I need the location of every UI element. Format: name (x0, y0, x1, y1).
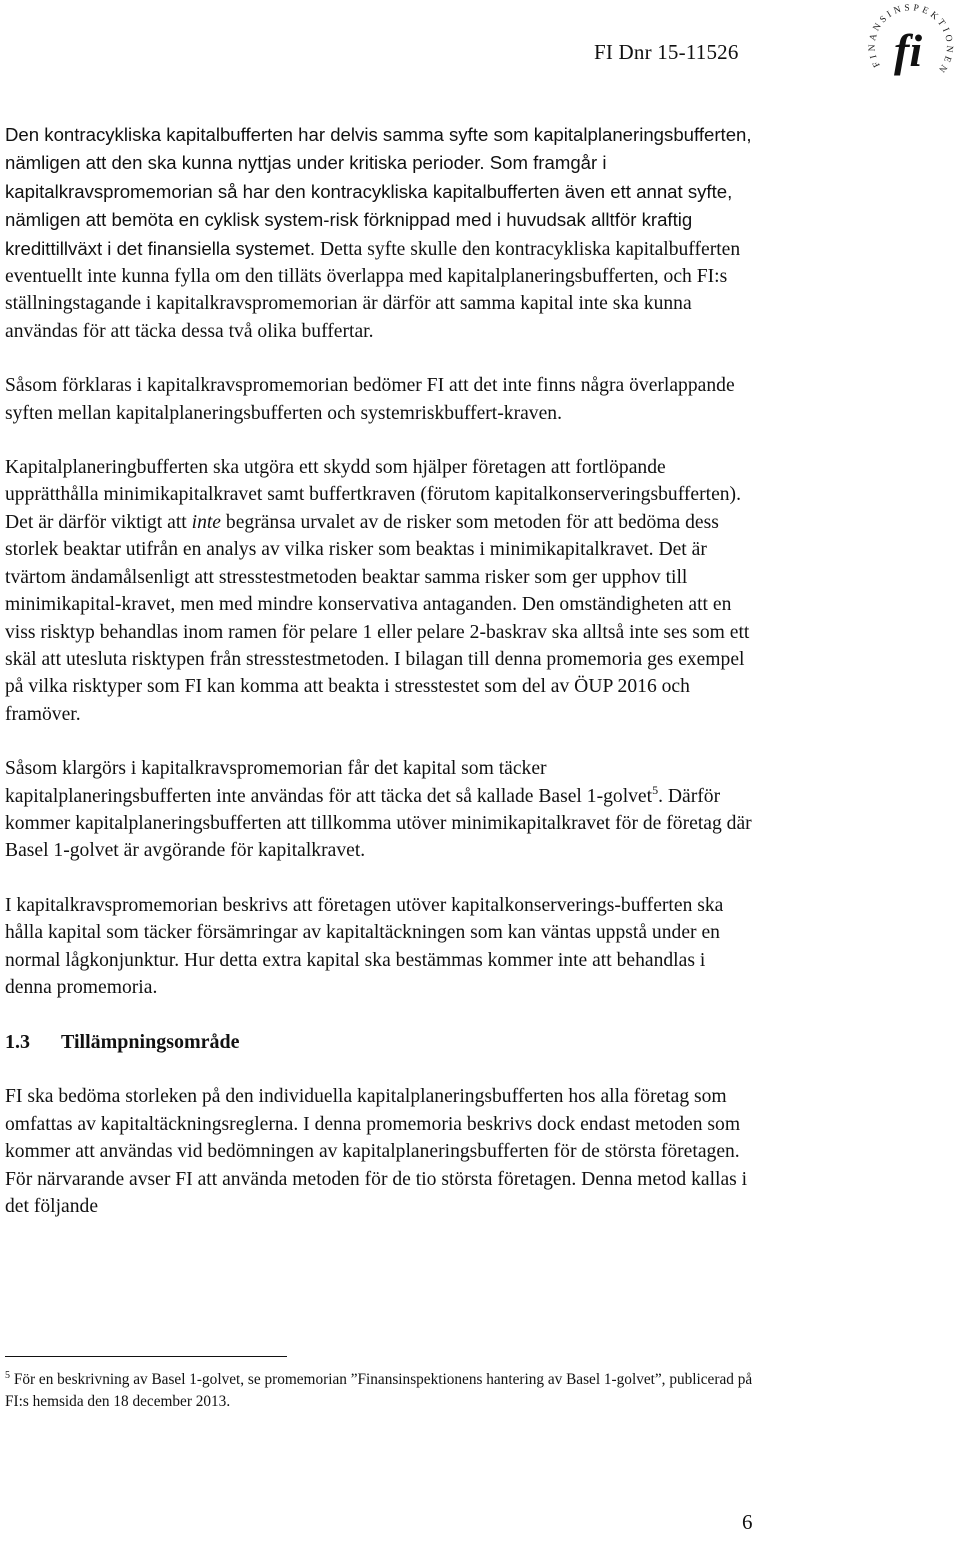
svg-text:fi: fi (894, 25, 923, 76)
page-number: 6 (742, 1510, 753, 1534)
footnote-marker: 5 (5, 1370, 10, 1381)
emphasis: inte (191, 511, 222, 533)
paragraph: FI ska bedöma storleken på den individuella kapitalplaneringsbufferten hos alla företag som omfattas av kapitaltäckningsreglerna. I denna promemoria beskrivs dock endast metoden som kommer att användas vid bedömningen av kapitalplaneringsbufferten för de största företagen. För närvarande avser FI att använda metoden för de tio största företagen. Denna metod kallas i det följande (5, 1086, 748, 1217)
document-number: FI Dnr 15-11526 (594, 40, 739, 64)
footnote: $^5$ För en beskrivning av Basel 1-golvet, se promemorian ”Finansinspektionens hantering av Basel 1-golvet”, publicerad på FI:s hemsida den 18 december 2013. (5, 1370, 753, 1410)
finansinspektionen-logo (864, 0, 960, 86)
paragraph: Den kontracykliska kapitalbufferten har delvis samma syfte som kapitalplaneringsbufferten, nämligen att den ska kunna nyttjas under kritiska perioder. Som framgår i kapitalkravspromemorian så har den kontracykliska kapitalbufferten även ett annat syfte, nämligen att bemöta en cyklisk system-risk förknippad med i huvudsak alltför kraftig kredittillväxt i det finansiella systemet. Detta syfte skulle den kontracykliska kapitalbufferten eventuellt inte kunna fylla om den tilläts överlappa med kapitalplaneringsbufferten, och FI:s ställningstagande i kapitalkravspromemorian är därför att samma kapital inte ska kunna användas för att täcka dessa två olika buffertar. (5, 124, 752, 342)
section-heading (5, 1028, 755, 1056)
paragraph: Kapitalplaneringbufferten ska utgöra ett skydd som hjälper företagen att fortlöpande upprätthålla minimikapitalkravet samt buffertkraven (förutom kapitalkonserveringsbufferten). Det är därför viktigt att inte begränsa urvalet av de risker som metoden för att bedöma dess storlek beaktar utifrån en analys av vilka risker som beaktas i minimikapitalkravet. Det är tvärtom ändamålsenligt att stresstestmetoden beaktar samma risker som ger upphov till minimikapital-kravet, men med mindre konservativa antaganden. Den omständigheten att en viss risktyp behandlas inom ramen för pelare 1 eller pelare 2-baskrav ska alltså inte ses som ett skäl att utesluta risktypen från stresstestmetoden. I bilagan till denna promemoria ges exempel på vilka risktyper som FI kan komma att beakta i stresstestet som del av ÖUP 2016 och framöver. (5, 457, 750, 725)
paragraph: Såsom klargörs i kapitalkravspromemorian får det kapital som täcker kapitalplaneringsbufferten inte användas för att täcka det så kallade Basel 1-golvet$^5$. Därför kommer kapitalplaneringsbufferten att tillkomma utöver minimikapitalkravet för de företag där Basel 1-golvet är avgörande för kapitalkravet. (5, 758, 752, 862)
document-body (5, 121, 755, 1220)
paragraph: I kapitalkravspromemorian beskrivs att företagen utöver kapitalkonserverings-bufferten ska hålla kapital som täcker försämringar av kapitaltäckningen som kan väntas uppstå under en normal lågkonjunktur. Hur detta extra kapital ska bestämmas kommer inte att behandlas i denna promemoria. (5, 894, 724, 998)
footnote-divider (5, 1356, 287, 1357)
section-title: Tillämpningsområde (61, 1031, 240, 1054)
section-number: 1.3 (5, 1031, 30, 1054)
svg-text:FINANSINSPEKTIONEN: FINANSINSPEKTIONEN (867, 3, 955, 77)
footnote-reference[interactable]: 5 (652, 782, 659, 797)
paragraph: Såsom förklaras i kapitalkravspromemorian bedömer FI att det inte finns några överlappande syften mellan kapitalplaneringsbufferten och systemriskbuffert-kraven. (5, 375, 735, 424)
